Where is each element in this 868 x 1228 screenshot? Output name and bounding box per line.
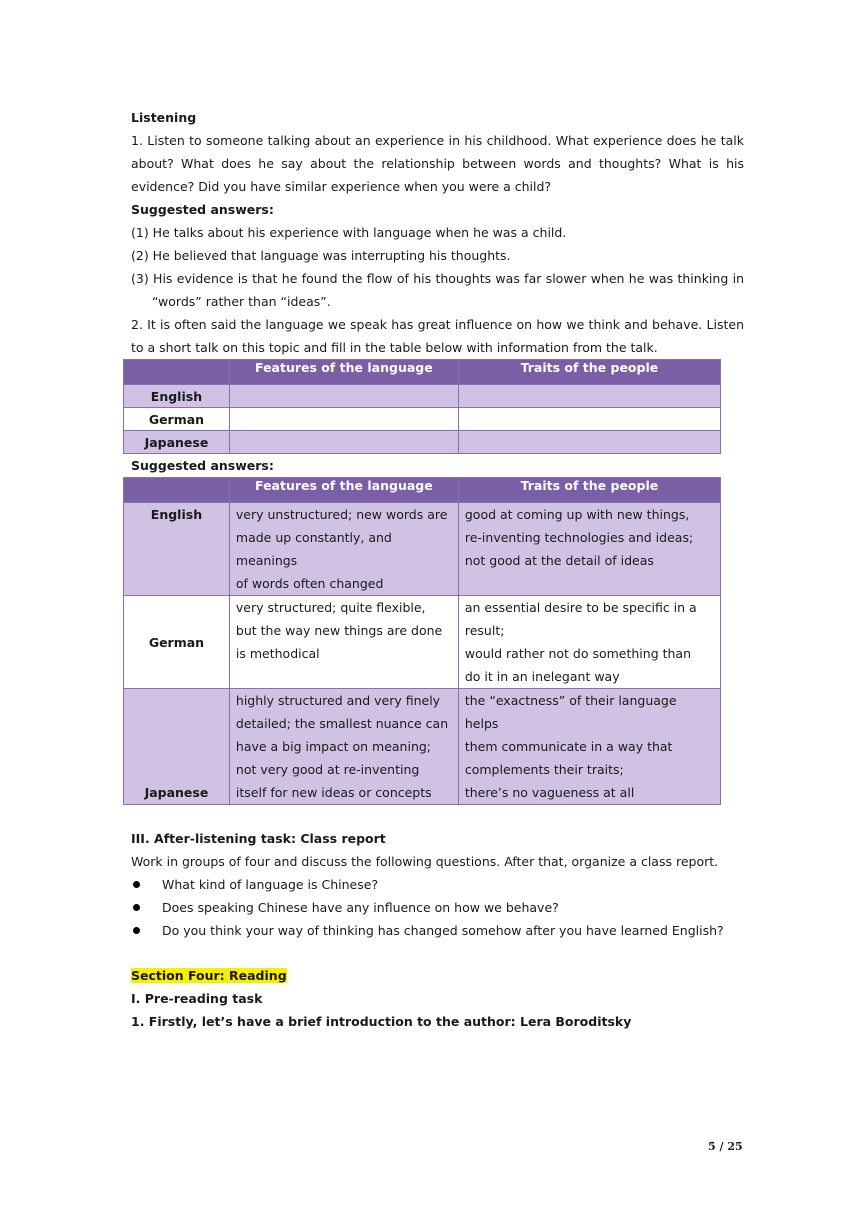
features-header: Features of the language: [229, 478, 458, 503]
table-corner-cell: [124, 360, 230, 385]
empty-fill-table: [123, 359, 721, 454]
bullet-icon: [133, 881, 140, 888]
blank-cell: [458, 408, 720, 431]
list-item: Do you think your way of thinking has changed somehow after you have learned English?: [131, 919, 744, 942]
list-item: Does speaking Chinese have any influence on how we behave?: [131, 896, 744, 919]
document-page: [131, 106, 744, 1033]
answer-1: (1) He talks about his experience with language when he was a child.: [131, 225, 567, 240]
answer-table: [123, 477, 721, 805]
blank-cell: [458, 431, 720, 454]
japanese-features: highly structured and very finely detailed; the smallest nuance can have a big impact on meaning; not very good at re-inventing itself for new ideas or concepts: [229, 689, 458, 805]
blank-cell: [229, 431, 458, 454]
suggested-answers-label: Suggested answers:: [131, 202, 274, 217]
traits-header: Traits of the people: [458, 478, 720, 503]
row-label-english: English: [124, 385, 230, 408]
row-label-japanese: Japanese: [124, 431, 230, 454]
bullet-icon: [133, 904, 140, 911]
question-2: 2. It is often said the language we speak has great influence on how we think and behave. Listen to a short talk on this topic and fill in the table below with information from the talk.: [131, 317, 744, 355]
table-corner-cell: [124, 478, 230, 503]
answer-2: (2) He believed that language was interrupting his thoughts.: [131, 248, 511, 263]
blank-cell: [458, 385, 720, 408]
after-listening-intro: Work in groups of four and discuss the following questions. After that, organize a class report.: [131, 854, 719, 869]
english-features: very unstructured; new words are made up constantly, and meanings of words often changed: [229, 503, 458, 596]
row-label-japanese: Japanese: [124, 689, 230, 805]
german-traits: an essential desire to be specific in a result; would rather not do something than do it in an inelegant way: [458, 596, 720, 689]
after-listening-heading: III. After-listening task: Class report: [131, 831, 386, 846]
listening-heading: Listening: [131, 110, 197, 125]
question-1: 1. Listen to someone talking about an experience in his childhood. What experience does he talk about? What does he say about the relationship between words and thoughts? What is his evidence? Did you have similar experience when you were a child?: [131, 133, 744, 194]
japanese-traits: the “exactness” of their language helps them communicate in a way that complements their traits; there’s no vagueness at all: [458, 689, 720, 805]
suggested-answers-label-2: Suggested answers:: [131, 458, 274, 473]
pre-reading-heading: I. Pre-reading task: [131, 991, 263, 1006]
traits-header: Traits of the people: [458, 360, 720, 385]
list-item: What kind of language is Chinese?: [131, 873, 744, 896]
row-label-german: German: [124, 596, 230, 689]
author-intro-item: 1. Firstly, let’s have a brief introduction to the author: Lera Boroditsky: [131, 1014, 632, 1029]
discussion-questions: [131, 873, 744, 942]
features-header: Features of the language: [229, 360, 458, 385]
page-number: 5 / 25: [708, 1140, 743, 1153]
english-traits: good at coming up with new things, re-inventing technologies and ideas; not good at the detail of ideas: [458, 503, 720, 596]
blank-cell: [229, 408, 458, 431]
section-four-heading: Section Four: Reading: [131, 968, 287, 983]
bullet-icon: [133, 927, 140, 934]
answer-3: (3) His evidence is that he found the flow of his thoughts was far slower when he was thinking in “words” rather than “ideas”.: [131, 271, 744, 309]
german-features: very structured; quite flexible, but the way new things are done is methodical: [229, 596, 458, 689]
row-label-german: German: [124, 408, 230, 431]
blank-cell: [229, 385, 458, 408]
row-label-english: English: [124, 503, 230, 596]
